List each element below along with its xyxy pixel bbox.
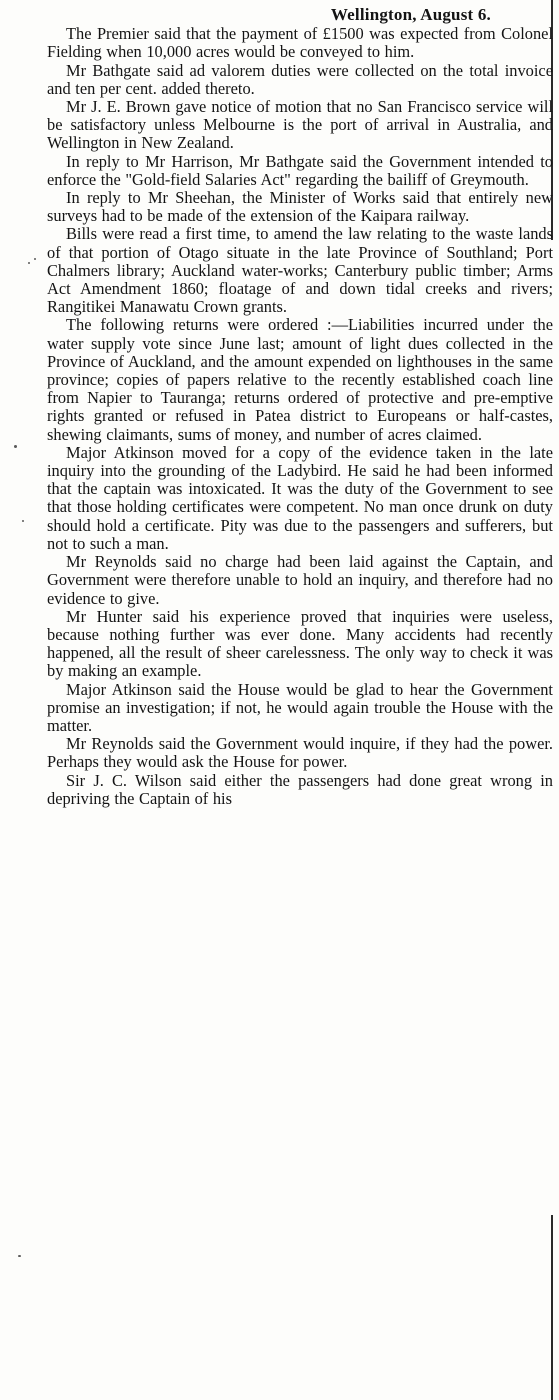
paragraph-hunter-inquiries: Mr Hunter said his experience proved that inquiries were useless, because nothing further was ever done. Many accidents had recently happened, all the result of sheer carelessness. The only way to check it was by making an example. (47, 606, 553, 681)
paragraph-bills-read: Bills were read a first time, to amend the law relating to the waste lands of that portion of Otago situate in the late Province of Southland; Port Chalmers library; Auckland water-works; Canterbury public timber; Arms Act Amendment 1860; floatage of and down tidal creeks and rivers; Rangitikei Manawatu Crown grants. (47, 224, 553, 317)
print-speck (22, 520, 24, 522)
paragraph-atkinson-investigation: Major Atkinson said the House would be glad to hear the Government promise an investigation; if not, he would again trouble the House with the matter. (47, 679, 553, 735)
article-column (47, 6, 553, 808)
paragraph-premier-payment: The Premier said that the payment of £1500 was expected from Colonel Fielding when 10,000 acres would be conveyed to him. (47, 24, 553, 62)
paragraph-san-francisco-service: Mr J. E. Brown gave notice of motion that no San Francisco service will be satisfactory unless Melbourne is the port of arrival in Australia, and Wellington in New Zealand. (47, 97, 553, 153)
paragraph-kaipara-railway: In reply to Mr Sheehan, the Minister of Works said that entirely new surveys had to be made of the extension of the Kaipara railway. (47, 188, 553, 226)
paragraph-returns-ordered: The following returns were ordered :—Liabilities incurred under the water supply vote since June last; amount of light dues collected in the Province of Auckland, and the amount expended on lighthouses in the same province; copies of papers relative to the recently established coach line from Napier to Tauranga; returns ordered of protective and pre-emptive rights granted or refused in Patea district to Europeans or half-castes, shewing claimants, sums of money, and number of acres claimed. (47, 315, 553, 444)
print-speck (34, 258, 36, 260)
dateline: Wellington, August 6. (330, 5, 491, 24)
paragraph-goldfield-salaries: In reply to Mr Harrison, Mr Bathgate said the Government intended to enforce the "Gold-field Salaries Act" regarding the bailiff of Greymouth. (47, 151, 553, 189)
paragraph-reynolds-no-charge: Mr Reynolds said no charge had been laid against the Captain, and Government were therefore unable to hold an inquiry, and therefore had no evidence to give. (47, 552, 553, 608)
print-speck (18, 1255, 21, 1257)
paragraph-atkinson-ladybird: Major Atkinson moved for a copy of the evidence taken in the late inquiry into the grounding of the Ladybird. He said he had been informed that the captain was intoxicated. It was the duty of the Government to see that those holding certificates were competent. No man once drunk on duty should hold a certificate. Pity was due to the passengers and sufferers, but not to such a man. (47, 442, 553, 553)
paragraph-reynolds-inquire: Mr Reynolds said the Government would inquire, if they had the power. Perhaps they would ask the House for power. (47, 734, 553, 772)
paragraph-ad-valorem-duties: Mr Bathgate said ad valorem duties were collected on the total invoice and ten per cent. added thereto. (47, 60, 553, 98)
print-speck (14, 445, 17, 448)
column-rule-bottom (551, 1215, 553, 1400)
paragraph-wilson-passengers: Sir J. C. Wilson said either the passengers had done great wrong in depriving the Captain of his (47, 770, 553, 808)
print-speck (28, 262, 30, 264)
